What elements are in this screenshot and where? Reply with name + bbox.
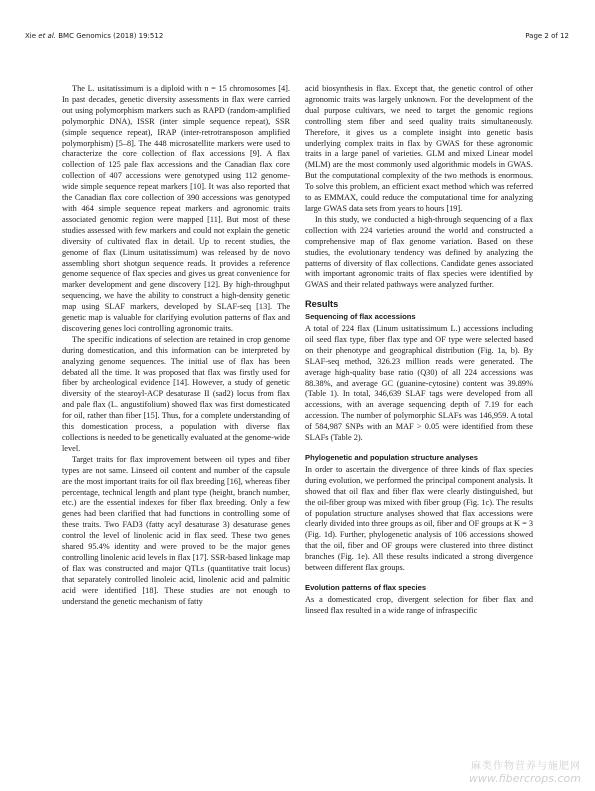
paragraph-genetic-diversity: The L. usitatissimum is a diploid with n = 15 chromosomes [4]. In past decades, genetic diversity assessments in flax were carried out using polymorphism markers such as RAPD (random-amplified polymorphic DNA), ISSR (inter simple sequence repeat), SSR (simple sequence repeat), IRAP (inter-retrotransposon amplified polymorphism) [5–8]. The 448 microsatellite markers were used to characterize the core collection of flax accessions [9]. A flax collection of 125 pale flax accessions and the Canadian flax core collection of 407 accessions were genotyped using 112 genome-wide simple sequence repeat markers [10]. It was also reported that the Canadian flax core collection of 390 accessions was genotyped with 464 simple sequence repeat markers and agronomic traits associated genomic region were mapped [11]. But most of these studies assessed with few markers and could not explain the genetic diversity of cultivated flax in detail. Up to recent studies, the genome of flax (Linum usitatissimum) was released by de novo assembling short shotgun sequence reads. It provides a reference genome sequence of flax species and gives us great convenience for marker development and gene discovery [12]. By high-throughput sequencing, we have the ability to construct a high-density genetic map using SLAF markers, developed by SLAF-seq [13]. The genetic map is valuable for clarifying evolution patterns of flax and discovering genes loci controlling agronomic traits. [62,84,290,333]
paragraph-this-study: In this study, we conducted a high-through sequencing of a flax collection with 224 varieties around the world and constructed a comprehensive map of flax genome variation. Based on these studies, the evolutionary tendency was defined by analyzing the patterns of diversity of flax collections. Candidate genes associated with important agronomic traits of flax species were identified by GWAS and their related pathways were analyzed further. [305,214,533,290]
subsection-heading-phylogenetic: Phylogenetic and population structure analyses [305,453,479,462]
watermark-chinese: 麻类作物营养与施肥网 [471,761,581,772]
paragraph-target-traits: Target traits for flax improvement between oil types and fiber types are not same. Linseed oil content and number of the capsule are the most important traits for oil flax breeding [16], whereas fiber percentage, technical length and plant type (height, branch number, etc.) are the essential indexes for fiber flax breeding. Only a few genes had been clarified that had functions in controlling some of these traits. Two FAD3 (fatty acyl desaturase 3) desaturase genes control the level of linolenic acid in flax seed. These two genes shared 95.4% identity and were proved to be the major genes controlling linolenic acid levels in flax [17]. SSR-based linkage map of flax was constructed and major QTLs (quantitative trait locus) that separately controlled linoleic acid, linolenic acid and palmitic acid were identified [18]. These studies are not enough to understand the genetic mechanism of fatty [62,454,290,606]
watermark-url: www.fibercrops.com [468,772,581,785]
watermark [469,761,581,785]
paragraph-domestication: The specific indications of selection are retained in crop genome during domestication, and this information can be interpreted by analyzing genome sequences. The initial use of flax has been debated all the time. It was proposed that flax was firstly used for fiber by archeological evidence [14]. However, a study of genetic diversity of the stearoyl-ACP desaturase II (sad2) locus from flax and pale flax (L. angustifolium) showed flax was first domesticated for oil, rather than fiber [15]. Thus, for a complete understanding of this domestication process, a population with diverse flax collections is needed to be genetically evaluated at the genome-wide level. [62,334,290,453]
left-column [62,84,290,608]
page-header [25,32,569,44]
subsection-heading-sequencing: Sequencing of flax accessions [305,312,416,322]
paragraph-gwas: acid biosynthesis in flax. Except that, the genetic control of other agronomic traits was largely unknown. For the development of the dual purpose cultivars, we need to target the genomic regions controlling stem fiber and seed quality traits simultaneously. Therefore, it gives us a complete insight into genetic basis underlying complex traits in flax by GWAS for these agronomic traits in a large panel of varieties. GLM and mixed Linear model (MLM) are the most commonly used algorithmic models in GWAS. But the computational complexity of the two methods is enormous. To solve this problem, an efficient exact method which was referred to as EMMAX, could reduce the computational time for analyzing large GWAS data sets from years to hours [19]. [305,84,533,213]
right-column [305,84,533,617]
section-heading-results: Results [305,299,339,310]
journal-citation: Xie et al. BMC Genomics (2018) 19:512 [25,32,164,40]
paragraph-evolution: As a domesticated crop, divergent selection for fiber flax and linseed flax resulted in a wide range of infraspecific [305,594,533,615]
page-number: Page 2 of 12 [525,32,569,40]
subsection-heading-evolution: Evolution patterns of flax species [305,582,427,592]
paragraph-phylogenetic: In order to ascertain the divergence of three kinds of flax species during evolution, we performed the principal component analysis. It showed that oil flax and fiber flax were clearly distinguished, but the oil-fiber group was mixed with fiber group (Fig. 1c). The results of population structure analyses showed that flax accessions were clearly divided into three groups as oil, fiber and OF groups at K = 3 (Fig. 1d). Further, phylogenetic analysis of 106 accessions showed that the oil, fiber and OF groups were clustered into three distinct branches (Fig. 1e). All these results indicated a strong divergence between different flax groups. [305,464,533,573]
paragraph-sequencing: A total of 224 flax (Linum usitatissimum L.) accessions including oil seed flax type, fiber flax type and OF type were selected based on their phenotype and geographical distribution (Fig. 1a, b). By SLAF-seq method, 326.23 million reads were generated. The average high-quality base ratio (Q30) of all 224 accessions was 88.38%, and average GC (guanine-cytosine) content was 39.89% (Table 1). In total, 346,639 SLAF tags were developed from all accessions, with an average sequencing depth of 7.19 for each accession. The number of polymorphic SLAFs was 146,959. A total of 584,987 SNPs with an MAF > 0.05 were identified from these SLAFs (Table 2). [305,324,533,443]
